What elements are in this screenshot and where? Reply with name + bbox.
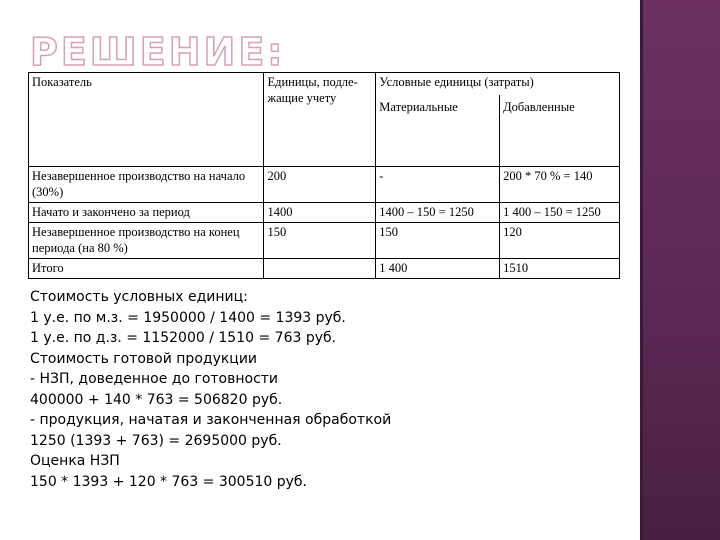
header-units-line1: Единицы, подле- (267, 75, 358, 89)
sidebar-edge (640, 0, 643, 540)
solution-line: 400000 + 140 * 763 = 506820 руб. (30, 391, 283, 408)
cost-table (28, 72, 620, 279)
row-units (264, 259, 376, 279)
slide-title: РЕШЕНИЕ: (30, 30, 286, 74)
row-label: Итого (29, 259, 264, 279)
row-units: 1400 (264, 203, 376, 223)
solution-line: - продукция, начатая и законченная обработкой (30, 412, 392, 428)
row-material: - (376, 167, 500, 203)
row-label: Незавершенное производство на конец периода (на 80 %) (29, 223, 264, 259)
solution-line: - НЗП, доведенное до готовности (30, 371, 279, 387)
row-added: 120 (500, 223, 620, 259)
row-added: 1510 (500, 259, 620, 279)
table-row (29, 167, 620, 203)
header-units-line2: жащие учету (267, 91, 337, 105)
header-indicator: Показатель (29, 73, 264, 167)
row-units: 150 (264, 223, 376, 259)
solution-text (30, 287, 391, 492)
header-conditional: Условные единицы (затраты) (376, 73, 620, 95)
solution-line: 1 у.е. по д.з. = 1152000 / 1510 = 763 руб. (30, 330, 337, 346)
row-label: Начато и закончено за период (29, 203, 264, 223)
header-material: Материальные (376, 95, 500, 167)
header-added: Добавленные (500, 95, 620, 167)
row-material: 1 400 (376, 259, 500, 279)
row-material: 1400 – 150 = 1250 (376, 203, 500, 223)
table-row (29, 223, 620, 259)
row-added: 200 * 70 % = 140 (500, 167, 620, 203)
solution-line: Оценка НЗП (30, 453, 120, 469)
decorative-sidebar (640, 0, 720, 540)
solution-line: 150 * 1393 + 120 * 763 = 300510 руб. (30, 473, 308, 490)
header-units (264, 73, 376, 167)
table-header-row (29, 73, 620, 95)
table-row (29, 203, 620, 223)
row-added: 1 400 – 150 = 1250 (500, 203, 620, 223)
solution-line: 1250 (1393 + 763) = 2695000 руб. (30, 432, 282, 449)
row-material: 150 (376, 223, 500, 259)
solution-line: Стоимость условных единиц: (30, 289, 248, 305)
table-row (29, 259, 620, 279)
row-units: 200 (264, 167, 376, 203)
row-label: Незавершенное производство на начало (30%) (29, 167, 264, 203)
solution-line: Стоимость готовой продукции (30, 350, 258, 367)
solution-line: 1 у.е. по м.з. = 1950000 / 1400 = 1393 руб. (30, 309, 346, 326)
